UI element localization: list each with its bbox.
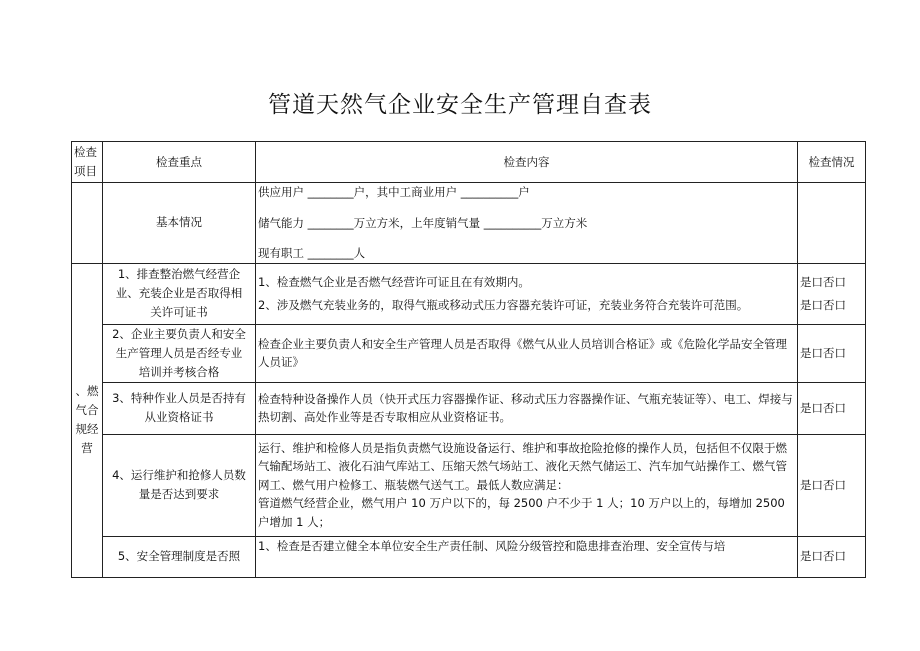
row-focus: 3、特种作业人员是否持有 从业资格证书 — [103, 382, 256, 434]
basic-focus: 基本情况 — [103, 183, 256, 264]
row-status — [798, 536, 866, 577]
basic-status-cell — [798, 183, 866, 264]
row-content: 1、检查是否建立健全本单位安全生产责任制、风险分级管控和隐患排查治理、安全宣传与培 — [256, 536, 798, 577]
row-content: 1、检查燃气企业是否燃气经营许可证且在有效期内。 2、涉及燃气充装业务的，取得气瓶或移动式压力容器充装许可证，充装业务符合充装许可范围。 — [256, 263, 798, 324]
status-checkbox[interactable]: 是口否口 — [800, 297, 846, 312]
header-item: 检查项目 — [72, 142, 103, 183]
status-checkbox[interactable]: 是口否口 — [800, 345, 846, 360]
header-row — [72, 142, 866, 183]
basic-line: 储气能力 ________万立方米，上年度销气量 __________万立方米 — [258, 215, 588, 230]
row-content: 运行、维护和检修人员是指负责燃气设施设备运行、维护和事故抢险抢修的操作人员，包括但不仅限于燃气输配场站工、液化石油气库站工、压缩天然气场站工、液化天然气储运工、汽车加气站操作工、燃气管网工、燃气用户检修工、瓶装燃气送气工。最低人数应满足： 管道燃气经营企业，燃气用户 10 万户以下的，每 2500 户不少于 1 人；10 万户以上的，每增加 2500 户增加 1 人； — [256, 434, 798, 536]
row-status — [798, 263, 866, 324]
table-row — [72, 324, 866, 382]
row-content: 检查特种设备操作人员（快开式压力容器操作证、移动式压力容器操作证、气瓶充装证等）、电工、焊接与热切割、高处作业等是否专取相应从业资格证书。 — [256, 382, 798, 434]
status-checkbox[interactable]: 是口否口 — [800, 274, 846, 289]
page-title: 管道天然气企业安全生产管理自查表 — [268, 92, 652, 118]
row-focus: 2、企业主要负责人和安全 生产管理人员是否经专业 培训并考核合格 — [103, 324, 256, 382]
row-status — [798, 434, 866, 536]
header-focus: 检查重点 — [103, 142, 256, 183]
header-content: 检查内容 — [256, 142, 798, 183]
table-row — [72, 536, 866, 577]
row-focus: 1、排查整治燃气经营企 业、充装企业是否取得相 关许可证书 — [103, 263, 256, 324]
table-row — [72, 263, 866, 324]
header-status: 检查情况 — [798, 142, 866, 183]
self-inspection-table — [71, 141, 866, 578]
table-row — [72, 434, 866, 536]
basic-info-row — [72, 183, 866, 264]
category-label: 、燃气合规经营 — [72, 263, 103, 577]
table-row — [72, 382, 866, 434]
basic-item-cell — [72, 183, 103, 264]
row-status — [798, 382, 866, 434]
status-checkbox[interactable]: 是口否口 — [800, 400, 846, 415]
row-focus: 4、运行维护和抢修人员数 量是否达到要求 — [103, 434, 256, 536]
row-status — [798, 324, 866, 382]
row-content: 检查企业主要负责人和安全生产管理人员是否取得《燃气从业人员培训合格证》或《危险化学品安全管理人员证》 — [256, 324, 798, 382]
status-checkbox[interactable]: 是口否口 — [800, 549, 846, 563]
row-focus: 5、安全管理制度是否照 — [103, 536, 256, 577]
basic-line: 供应用户 ________户，其中工商业用户 __________户 — [258, 185, 530, 199]
basic-line: 现有职工 ________人 — [258, 246, 366, 260]
status-checkbox[interactable]: 是口否口 — [800, 477, 846, 492]
basic-content — [256, 183, 798, 264]
